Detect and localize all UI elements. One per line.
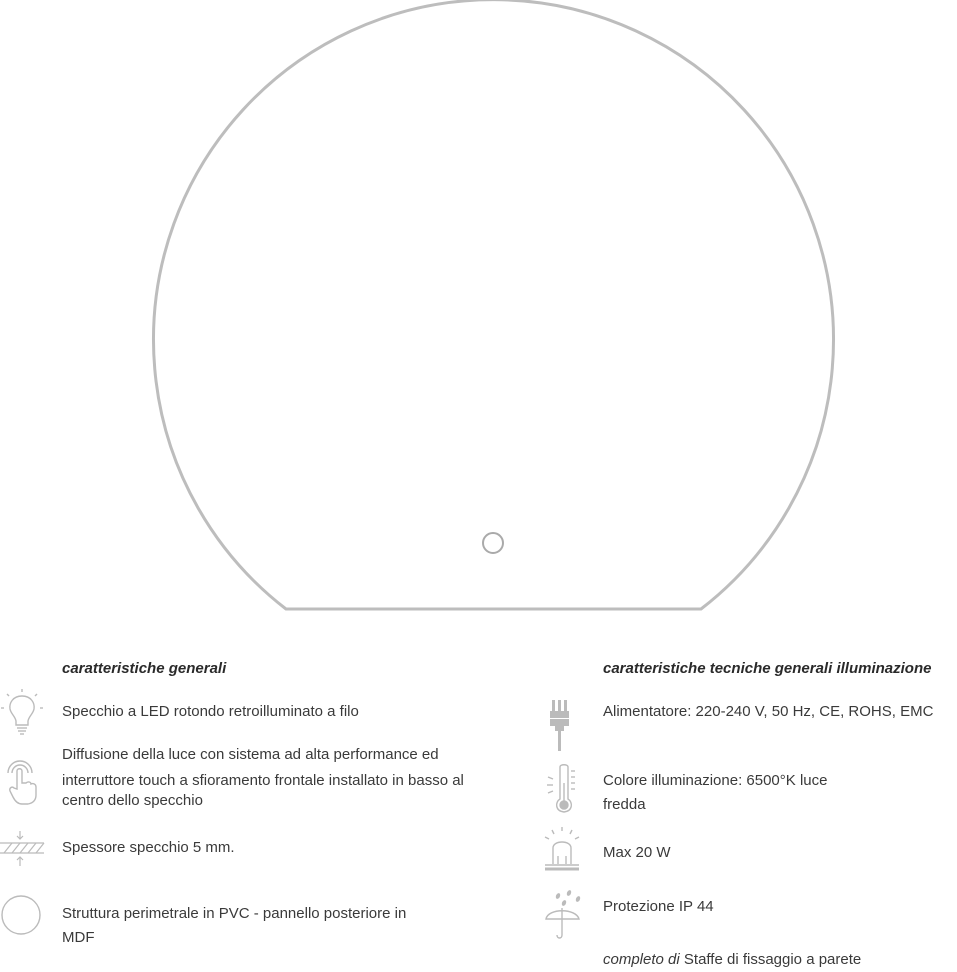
general-item-4-line-2: MDF [62, 929, 95, 946]
general-heading: caratteristiche generali [62, 660, 227, 677]
light-bulb-icon [0, 688, 44, 738]
footer-text: Staffe di fissaggio a parete [683, 951, 862, 968]
power-plug-icon [549, 699, 575, 753]
technical-item-2-line-1: Colore illuminazione: 6500°K luce [603, 772, 828, 789]
general-item-2-line-2: interruttore touch a sfioramento frontale installato in basso al [62, 772, 464, 789]
thickness-icon [0, 829, 46, 869]
general-item-4-line-1: Struttura perimetrale in PVC - pannello posteriore in [62, 905, 407, 922]
circle-frame-icon [0, 894, 44, 938]
general-item-2-line-3: centro dello specchio [62, 792, 203, 809]
technical-item-2-line-2: fredda [603, 796, 646, 813]
technical-footer [603, 948, 957, 972]
general-item-3: Spessore specchio 5 mm. [62, 839, 235, 856]
footer-prefix: completo di [603, 951, 680, 968]
touch-hand-icon [2, 757, 42, 807]
general-item-1: Specchio a LED rotondo retroilluminato a filo [62, 703, 359, 720]
technical-item-3: Max 20 W [603, 844, 671, 861]
technical-item-4: Protezione IP 44 [603, 898, 714, 915]
led-diode-icon [540, 826, 584, 874]
touch-switch-circle[interactable] [483, 533, 503, 553]
mirror-shape [154, 0, 834, 609]
technical-heading: caratteristiche tecniche generali illuminazione [603, 660, 932, 677]
technical-item-1: Alimentatore: 220-240 V, 50 Hz, CE, ROHS, EMC [603, 703, 934, 720]
umbrella-rain-icon [542, 889, 586, 941]
general-item-2-line-1: Diffusione della luce con sistema ad alta performance ed [62, 746, 439, 763]
thermometer-icon [545, 763, 581, 815]
